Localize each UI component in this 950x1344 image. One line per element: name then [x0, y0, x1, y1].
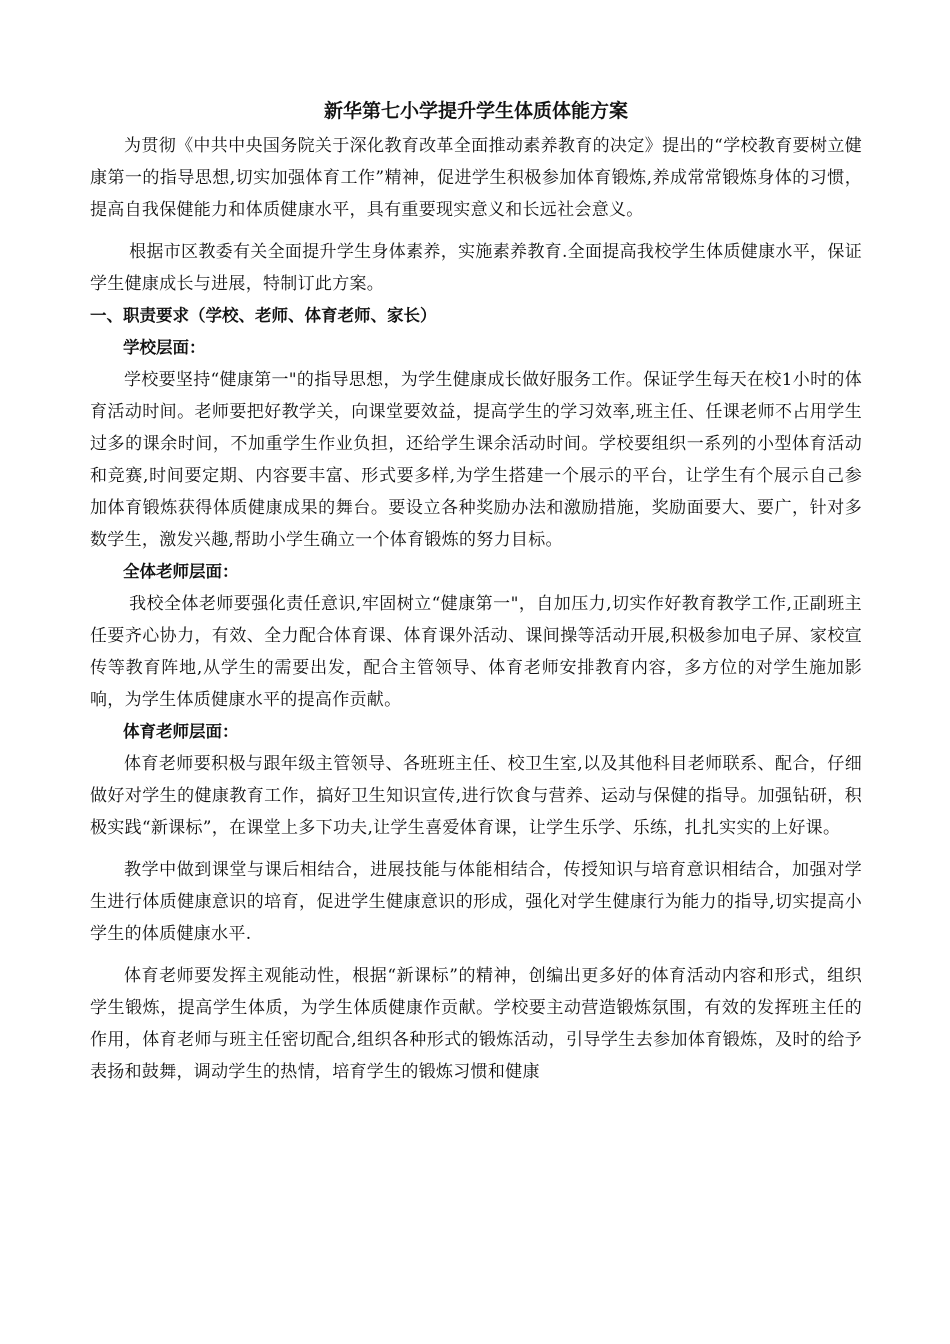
teachers-level-paragraph: 我校全体老师要强化责任意识,牢固树立“健康第一"，自加压力,切实作好教育教学工作,正副班主任要齐心协力，有效、全力配合体育课、体育课外活动、课间操等活动开展,积极参加电子屏、家校宣传等教育阵地,从学生的需要出发，配合主管领导、体育老师安排教育内容，多方位的对学生施加影响，为学生体质健康水平的提高作贡献。	[90, 594, 862, 710]
section-1-heading: 一、职责要求（学校、老师、体育老师、家长）	[90, 306, 437, 325]
school-level-heading: 学校层面：	[123, 338, 206, 357]
school-level-paragraph: 学校要坚持“健康第一"的指导思想，为学生健康成长做好服务工作。保证学生每天在校1小时的体育活动时间。老师要把好教学关，向课堂要效益，提高学生的学习效率,班主任、任课老师不占用学生过多的课余时间，不加重学生作业负担，还给学生课余活动时间。学校要组织一系列的小型体育活动和竞赛,时间要定期、内容要丰富、形式要多样,为学生搭建一个展示的平台，让学生有个展示自己参加体育锻炼获得体质健康成果的舞台。要设立各种奖励办法和激励措施，奖励面要大、要广，针对多数学生，激发兴趣,帮助小学生确立一个体育锻炼的努力目标。	[90, 370, 862, 550]
teachers-level-heading: 全体老师层面：	[123, 562, 239, 581]
intro-paragraph-2: 根据市区教委有关全面提升学生身体素养，实施素养教育.全面提高我校学生体质健康水平，保证学生健康成长与进展，特制订此方案。	[90, 242, 862, 294]
pe-teachers-paragraph-3: 体育老师要发挥主观能动性，根据“新课标”的精神，创编出更多好的体育活动内容和形式，组织学生锻炼，提高学生体质，为学生体质健康作贡献。学校要主动营造锻炼氛围，有效的发挥班主任的作用，体育老师与班主任密切配合,组织各种形式的锻炼活动，引导学生去参加体育锻炼，及时的给予表扬和鼓舞，调动学生的热情，培育学生的锻炼习惯和健康	[90, 966, 862, 1082]
document-title: 新华第七小学提升学生体质体能方案	[323, 100, 628, 122]
document-page	[90, 96, 862, 1088]
pe-teachers-paragraph-2: 教学中做到课堂与课后相结合，进展技能与体能相结合，传授知识与培育意识相结合，加强对学生进行体质健康意识的培育，促进学生健康意识的形成，强化对学生健康行为能力的指导,切实提高小学生的体质健康水平.	[90, 860, 862, 944]
pe-teachers-paragraph-1: 体育老师要积极与跟年级主管领导、各班班主任、校卫生室,以及其他科目老师联系、配合，仔细做好对学生的健康教育工作，搞好卫生知识宣传,进行饮食与营养、运动与保健的指导。加强钻研，积极实践“新课标”，在课堂上多下功夫,让学生喜爱体育课，让学生乐学、乐练，扎扎实实的上好课。	[90, 754, 862, 838]
pe-teachers-level-heading: 体育老师层面：	[123, 722, 239, 741]
intro-paragraph-1: 为贯彻《中共中央国务院关于深化教育改革全面推动素养教育的决定》提出的“学校教育要树立健康第一的指导思想,切实加强体育工作”精神，促进学生积极参加体育锻炼,养成常常锻炼身体的习惯，提高自我保健能力和体质健康水平，具有重要现实意义和长远社会意义。	[90, 136, 862, 220]
